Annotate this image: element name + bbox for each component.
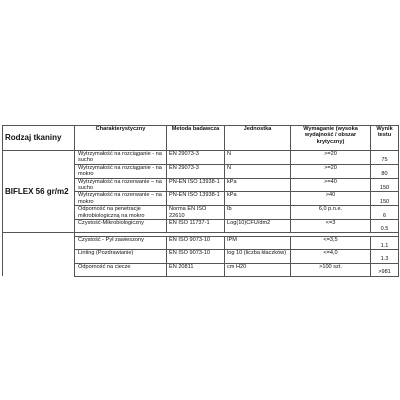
cell-requirement: >=20 <box>291 151 371 165</box>
cell-requirement: >=40 <box>291 178 371 192</box>
cell-result: 80 <box>371 164 399 178</box>
cell-method: PN-EN ISO 13938-1 <box>167 192 225 206</box>
cell-characteristic: Wytrzymałość na rozerwanie – na sucho <box>75 178 167 192</box>
cell-result: >981 <box>371 263 399 276</box>
cell-unit: Ib <box>225 206 291 220</box>
cell-method: EN 29073-3 <box>167 164 225 178</box>
cell-requirement: <=4,0 <box>291 250 371 263</box>
cell-characteristic: Odporność na ciecze <box>75 263 167 276</box>
cell-requirement: >100 szt. <box>291 263 371 276</box>
table-row <box>3 151 399 165</box>
cell-method: EN ISO 9073-10 <box>167 237 225 250</box>
cell-result: 1.1 <box>371 237 399 250</box>
cell-characteristic: Wytrzymałość na rozciąganie - na sucho <box>75 151 167 165</box>
cell-result: 75 <box>371 151 399 165</box>
cell-result: 1.3 <box>371 250 399 263</box>
fabric-name-continuation <box>3 233 75 277</box>
cell-result: 6 <box>371 206 399 220</box>
cell-method: EN 20811 <box>167 263 225 276</box>
cell-unit: IPM <box>225 237 291 250</box>
cell-characteristic: Wytrzymałość na rozerwanie – na mokro <box>75 192 167 206</box>
header-requirement: Wymaganie (wysoka wydajność / obszar krytyczny) <box>291 126 371 151</box>
cell-requirement: <=3 <box>291 220 371 233</box>
table-header-row <box>3 126 399 151</box>
cell-result: 0.5 <box>371 220 399 233</box>
cell-characteristic: Czystość - Pył zawieszony <box>75 237 167 250</box>
cell-characteristic: Linting (Pozdrawianie) <box>75 250 167 263</box>
cell-unit: N <box>225 164 291 178</box>
cell-method: EN 29073-3 <box>167 151 225 165</box>
cell-characteristic: Czystość-Mikrobiologiczny <box>75 220 167 233</box>
fabric-name: BIFLEX 56 gr/m2 <box>3 151 75 233</box>
specification-table <box>2 125 399 277</box>
cell-requirement: >=20 <box>291 164 371 178</box>
cell-requirement: >40 <box>291 192 371 206</box>
cell-unit: N <box>225 151 291 165</box>
cell-method: EN ISO 9073-10 <box>167 250 225 263</box>
cell-method: Norma EN ISO 22610 <box>167 206 225 220</box>
table-body <box>3 151 399 277</box>
cell-result: 150 <box>371 178 399 192</box>
cell-requirement: 6,0 p.n.e. <box>291 206 371 220</box>
header-method: Metoda badawcza <box>167 126 225 151</box>
cell-unit: Log(10)CFU/dm2 <box>225 220 291 233</box>
header-characteristic: Charakterystyczny <box>75 126 167 151</box>
cell-unit: kPa <box>225 178 291 192</box>
cell-unit: log 10 (liczba kłaczków) <box>225 250 291 263</box>
header-unit: Jednostka <box>225 126 291 151</box>
cell-result: 150 <box>371 192 399 206</box>
cell-characteristic: Odporność na penetracje mikrobiologiczną na mokro <box>75 206 167 220</box>
cell-unit: kPa <box>225 192 291 206</box>
header-result: Wynik testu <box>371 126 399 151</box>
cell-characteristic: Wytrzymałość na rozciąganie - na mokro <box>75 164 167 178</box>
header-fabric-type: Rodzaj tkaniny <box>3 126 75 151</box>
cell-unit: cm H20 <box>225 263 291 276</box>
cell-method: PN-EN ISO 13938-1 <box>167 178 225 192</box>
cell-method: EN ISO 11737-1 <box>167 220 225 233</box>
cell-requirement: <=3,5 <box>291 237 371 250</box>
